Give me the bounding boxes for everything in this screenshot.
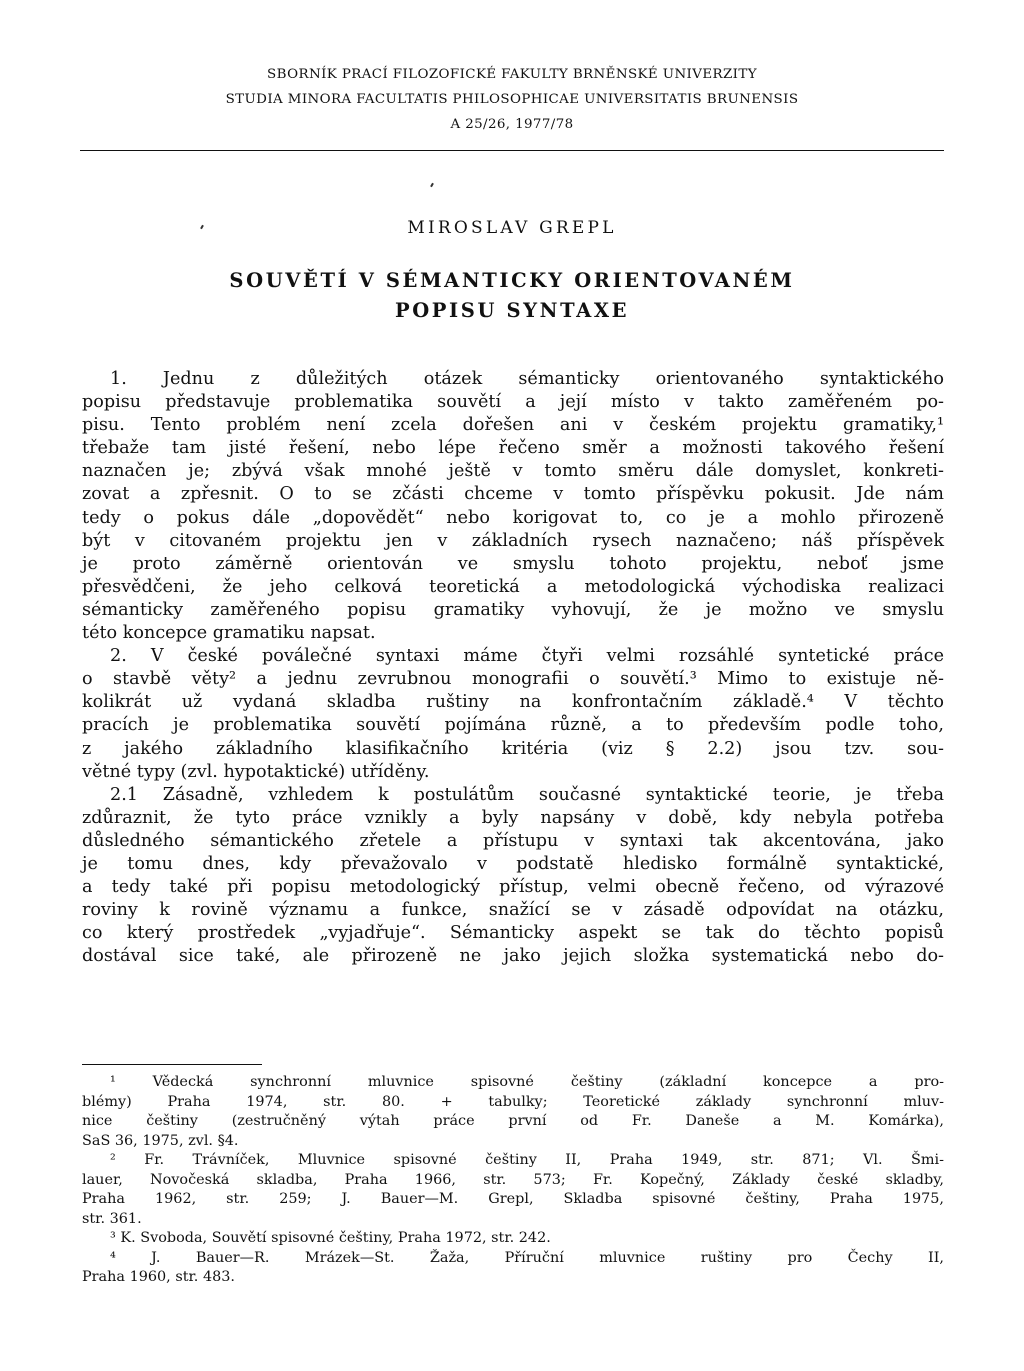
body-line: být v citovaném projektu jen v základních rysech naznačeno; náš příspěvek bbox=[82, 530, 944, 551]
body-line: zovat a zpřesnit. O to se zčásti chceme v tomto příspěvku pokusit. Jde nám bbox=[82, 484, 944, 505]
body-line: naznačen je; zbývá však mnohé ještě v tomto směru dále domyslet, konkreti- bbox=[82, 461, 944, 482]
body-line: 2.1 Zásadně, vzhledem k postulátům současné syntaktické teorie, je třeba bbox=[110, 784, 944, 805]
journal-header-latin: STUDIA MINORA FACULTATIS PHILOSOPHICAE UNIVERSITATIS BRUNENSIS bbox=[225, 92, 799, 107]
footnote-line: str. 361. bbox=[82, 1210, 142, 1227]
footnote-line: ¹ Vědecká synchronní mluvnice spisovné češtiny (základní koncepce a pro- bbox=[110, 1074, 944, 1090]
body-line: této koncepce gramatiku napsat. bbox=[82, 623, 376, 644]
scan-speck bbox=[430, 183, 434, 187]
footnote-line: nice češtiny (zestručněný výtah práce první od Fr. Daneše a M. Komárka), bbox=[82, 1113, 944, 1129]
footnote-line: Praha 1962, str. 259; J. Bauer—M. Grepl, Skladba spisovné češtiny, Praha 1975, bbox=[82, 1191, 944, 1207]
journal-header-czech: SBORNÍK PRACÍ FILOZOFICKÉ FAKULTY BRNĚNSKÉ UNIVERZITY bbox=[267, 67, 757, 82]
body-line: 1. Jednu z důležitých otázek sémanticky orientovaného syntaktického bbox=[110, 369, 944, 389]
footnote-line: ² Fr. Trávníček, Mluvnice spisovné češtiny II, Praha 1949, str. 871; Vl. Šmi- bbox=[110, 1152, 944, 1168]
body-line: 2. V české poválečné syntaxi máme čtyři velmi rozsáhlé syntetické práce bbox=[110, 646, 944, 667]
header-rule bbox=[80, 150, 944, 151]
body-line: tedy o pokus dále „dopovědět“ nebo korigovat to, co je a mohlo přirozeně bbox=[82, 507, 944, 528]
footnote-line: lauer, Novočeská skladba, Praha 1966, str. 573; Fr. Kopečný, Základy české skladby, bbox=[82, 1171, 944, 1188]
body-line: dostával sice také, ale přirozeně ne jako jejich složka systematická nebo do- bbox=[82, 946, 944, 967]
body-line: popisu představuje problematika souvětí a její místo v takto zaměřeném po- bbox=[82, 392, 944, 413]
body-line: z jakého základního klasifikačního kritéria (viz § 2.2) jsou tzv. sou- bbox=[82, 738, 944, 759]
article-title-line-2: POPISU SYNTAXE bbox=[394, 299, 630, 322]
footnotes bbox=[82, 1073, 944, 1288]
body-line: je tomu dnes, kdy převažovalo v podstatě hledisko formálně syntaktické, bbox=[82, 853, 944, 874]
body-line: o stavbě věty² a jednu zevrubnou monografii o souvětí.³ Mimo to existuje ně- bbox=[82, 669, 944, 690]
body-line: roviny k rovině významu a funkce, snažící se v zásadě odpovídat na otázku, bbox=[82, 900, 944, 921]
body-line: pracích je problematika souvětí pojímána různě, a to především podle toho, bbox=[82, 715, 944, 736]
body-line: třebaže tam jisté řešení, nebo lépe řečeno směr a možnosti takového řešení bbox=[82, 438, 944, 459]
body-line: je proto záměrně orientován ve smyslu tohoto projektu, neboť jsme bbox=[82, 553, 944, 574]
footnote-line: blémy) Praha 1974, str. 80. + tabulky; Teoretické základy synchronní mluv- bbox=[82, 1093, 944, 1110]
body-line: kolikrát už vydaná skladba ruštiny na konfrontačním základě.⁴ V těchto bbox=[82, 692, 944, 713]
body-line: zdůraznit, že tyto práce vznikly a byly napsány v době, kdy nebyla potřeba bbox=[82, 807, 944, 828]
body-line: a tedy také při popisu metodologický přístup, velmi obecně řečeno, od výrazové bbox=[82, 877, 944, 898]
footnote-separator bbox=[82, 1064, 262, 1065]
body-line: sémanticky zaměřeného popisu gramatiky vyhovují, že je možno ve smyslu bbox=[82, 599, 944, 620]
footnote-line: Praha 1960, str. 483. bbox=[82, 1269, 235, 1285]
footnote-line: ³ K. Svoboda, Souvětí spisovné češtiny, Praha 1972, str. 242. bbox=[110, 1230, 551, 1246]
journal-volume: A 25/26, 1977/78 bbox=[450, 117, 574, 132]
body-line: přesvědčeni, že jeho celková teoretická a metodologická východiska realizaci bbox=[82, 576, 944, 597]
body-line: důsledného sémantického zřetele a přístupu v syntaxi tak akcentována, jako bbox=[82, 830, 944, 851]
footnote-line: ⁴ J. Bauer—R. Mrázek—St. Žaža, Příruční mluvnice ruštiny pro Čechy II, bbox=[110, 1249, 944, 1266]
footnote-line: SaS 36, 1975, zvl. §4. bbox=[82, 1132, 239, 1149]
author-name: MIROSLAV GREPL bbox=[407, 218, 617, 238]
article-body bbox=[82, 368, 944, 968]
body-line: co který prostředek „vyjadřuje“. Sémanticky aspekt se tak do těchto popisů bbox=[82, 923, 944, 944]
body-line: větné typy (zvl. hypotaktické) utříděny. bbox=[82, 761, 430, 782]
article-title-line-1: SOUVĚTÍ V SÉMANTICKY ORIENTOVANÉM bbox=[229, 269, 795, 292]
body-line: pisu. Tento problém není zcela dořešen ani v českém projektu gramatiky,¹ bbox=[82, 415, 944, 436]
